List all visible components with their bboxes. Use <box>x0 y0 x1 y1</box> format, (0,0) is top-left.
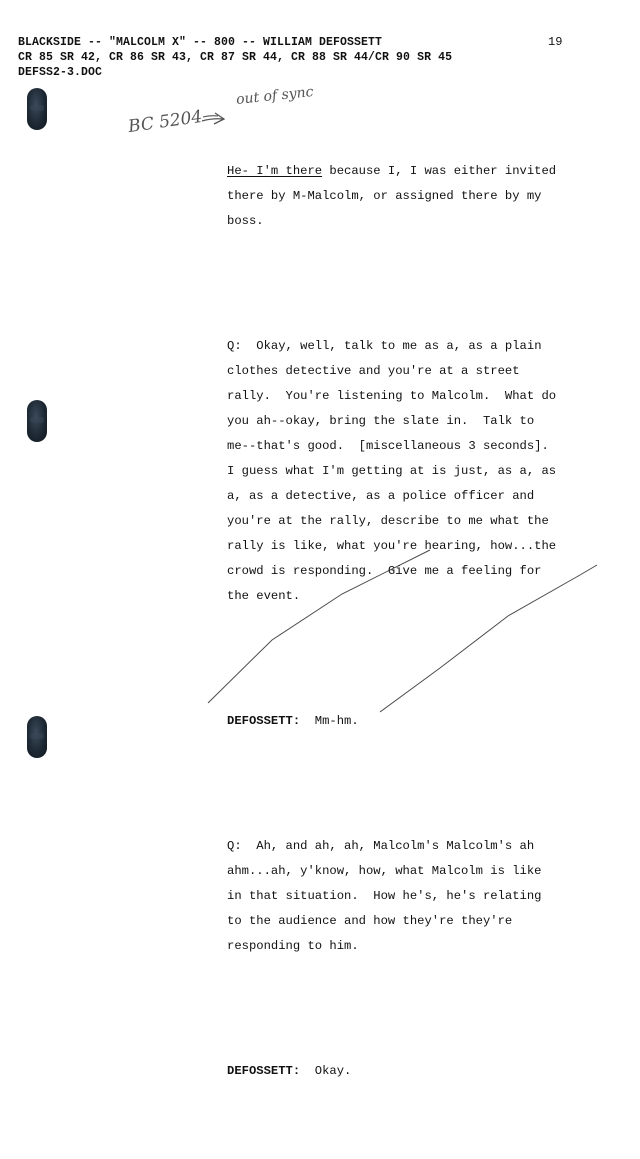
underlined-phrase: He- I'm there <box>227 164 323 178</box>
speaker-label: DEFOSSETT: <box>227 1064 301 1078</box>
page-number: 19 <box>548 35 563 49</box>
text-line: clothes detective and you're at a street <box>227 364 520 378</box>
text-line: rally. You're listening to Malcolm. What do <box>227 389 557 403</box>
question-paragraph-1 <box>227 334 607 609</box>
text-line: rally is like, what you're hearing, how...the <box>227 539 557 553</box>
text-line: a, as a detective, as a police officer and <box>227 489 535 503</box>
header-line-title: BLACKSIDE -- "MALCOLM X" -- 800 -- WILLIAM DEFOSSETT <box>18 36 383 49</box>
text-line: you ah--okay, bring the slate in. Talk to <box>227 414 535 428</box>
transcript-body <box>227 109 607 1159</box>
speaker-label: Q: <box>227 839 242 853</box>
arrow-stroke-2 <box>203 116 218 117</box>
text-line: Okay, well, talk to me as a, as a plain <box>241 339 542 353</box>
text-line: I guess what I'm getting at is just, as a, as <box>227 464 557 478</box>
header-line-filename: DEFSS2-3.DOC <box>18 66 103 79</box>
text-line: crowd is responding. Give me a feeling for <box>227 564 542 578</box>
text-line: the event. <box>227 589 301 603</box>
text-line: you're at the rally, describe to me what the <box>227 514 549 528</box>
text-line: there by M-Malcolm, or assigned there by my <box>227 189 542 203</box>
handwritten-code: BC 5204 <box>126 106 204 138</box>
question-paragraph-2 <box>227 834 607 959</box>
text-line: Okay. <box>300 1064 352 1078</box>
text-line: Mm-hm. <box>300 714 359 728</box>
answer-paragraph-2 <box>227 709 607 734</box>
text-line: because I, I was either invited <box>322 164 557 178</box>
text-line: ahm...ah, y'know, how, what Malcolm is like <box>227 864 542 878</box>
speaker-label: Q: <box>227 339 242 353</box>
header-line-reels: CR 85 SR 42, CR 86 SR 43, CR 87 SR 44, CR 88 SR 44/CR 90 SR 45 <box>18 51 453 64</box>
text-line: boss. <box>227 214 264 228</box>
handwritten-note: out of sync <box>235 83 315 109</box>
text-line: Ah, and ah, ah, Malcolm's Malcolm's ah <box>241 839 535 853</box>
answer-paragraph-1 <box>227 159 607 234</box>
text-line: to the audience and how they're they're <box>227 914 513 928</box>
text-line: responding to him. <box>227 939 359 953</box>
answer-paragraph-3 <box>227 1059 607 1084</box>
speaker-label: DEFOSSETT: <box>227 714 301 728</box>
text-line: me--that's good. [miscellaneous 3 seconds]. <box>227 439 549 453</box>
text-line: in that situation. How he's, he's relating <box>227 889 542 903</box>
